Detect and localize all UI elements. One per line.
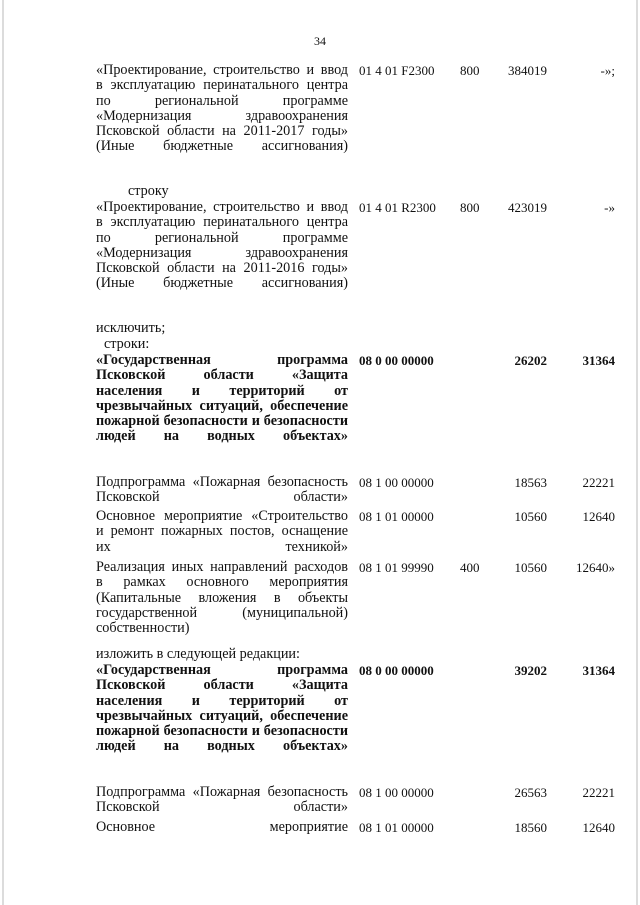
row-amount-1: 39202 bbox=[514, 663, 547, 678]
row-expense-type: 400 bbox=[460, 560, 480, 575]
page-number: 34 bbox=[314, 34, 326, 48]
row-description: Основное мероприятие bbox=[96, 819, 348, 835]
row-amount-2: -»; bbox=[600, 63, 615, 78]
row-amount-1: 423019 bbox=[508, 200, 547, 215]
row-amount-1: 384019 bbox=[508, 63, 547, 78]
row-description: «Проектирование, строительство и ввод в эксплуатацию перинатального центра по региональной программе «Модернизация здравоохранения Псковской области на 2011-2016 годы» (Иные бюджетные ассигнования) bbox=[96, 199, 348, 292]
row-amount-2: 31364 bbox=[582, 353, 615, 368]
row-description: Реализация иных направлений расходов в рамках основного мероприятия (Капитальные вложения в объекты государственной (муниципальной) собственности) bbox=[96, 559, 348, 637]
row-description: «Проектирование, строительство и ввод в эксплуатацию перинатального центра по региональной программе «Модернизация здравоохранения Псковской области на 2011-2017 годы» (Иные бюджетные ассигнования) bbox=[96, 62, 348, 155]
instruction-restate: изложить в следующей редакции: bbox=[96, 646, 300, 662]
row-expense-type: 800 bbox=[460, 63, 480, 78]
row-description: «Государственная программа Псковской области «Защита населения и территорий от чрезвычайных ситуаций, обеспечение пожарной безопасности и безопасности людей на водных объектах» bbox=[96, 352, 348, 445]
row-code: 08 0 00 00000 bbox=[359, 353, 434, 368]
row-expense-type: 800 bbox=[460, 200, 480, 215]
row-amount-1: 10560 bbox=[514, 560, 547, 575]
row-amount-1: 26202 bbox=[514, 353, 547, 368]
scan-edge-left bbox=[2, 0, 4, 905]
row-amount-2: -» bbox=[604, 200, 615, 215]
row-amount-1: 10560 bbox=[514, 509, 547, 524]
scan-edge-right bbox=[636, 0, 638, 905]
row-code: 08 1 01 00000 bbox=[359, 820, 434, 835]
row-description: Подпрограмма «Пожарная безопасность Псковской области» bbox=[96, 474, 348, 506]
row-code: 01 4 01 R2300 bbox=[359, 200, 436, 215]
row-amount-2: 22221 bbox=[582, 475, 615, 490]
row-description: Основное мероприятие «Строительство и ремонт пожарных постов, оснащение их техникой» bbox=[96, 508, 348, 555]
row-description: Подпрограмма «Пожарная безопасность Псковской области» bbox=[96, 784, 348, 816]
row-code: 08 1 00 00000 bbox=[359, 475, 434, 490]
row-amount-2: 12640» bbox=[576, 560, 615, 575]
instruction-stroku: строку bbox=[128, 183, 169, 199]
row-amount-1: 18560 bbox=[514, 820, 547, 835]
instruction-exclude: исключить; bbox=[96, 320, 166, 336]
row-description: «Государственная программа Псковской области «Защита населения и территорий от чрезвычайных ситуаций, обеспечение пожарной безопасности и безопасности людей на водных объектах» bbox=[96, 662, 348, 755]
row-code: 08 1 01 00000 bbox=[359, 509, 434, 524]
row-amount-1: 18563 bbox=[514, 475, 547, 490]
row-amount-2: 12640 bbox=[582, 509, 615, 524]
row-code: 08 0 00 00000 bbox=[359, 663, 434, 678]
row-amount-2: 31364 bbox=[582, 663, 615, 678]
row-amount-1: 26563 bbox=[514, 785, 547, 800]
row-code: 08 1 00 00000 bbox=[359, 785, 434, 800]
row-amount-2: 22221 bbox=[582, 785, 615, 800]
row-amount-2: 12640 bbox=[582, 820, 615, 835]
instruction-lines: строки: bbox=[104, 336, 150, 352]
row-code: 01 4 01 F2300 bbox=[359, 63, 435, 78]
row-code: 08 1 01 99990 bbox=[359, 560, 434, 575]
